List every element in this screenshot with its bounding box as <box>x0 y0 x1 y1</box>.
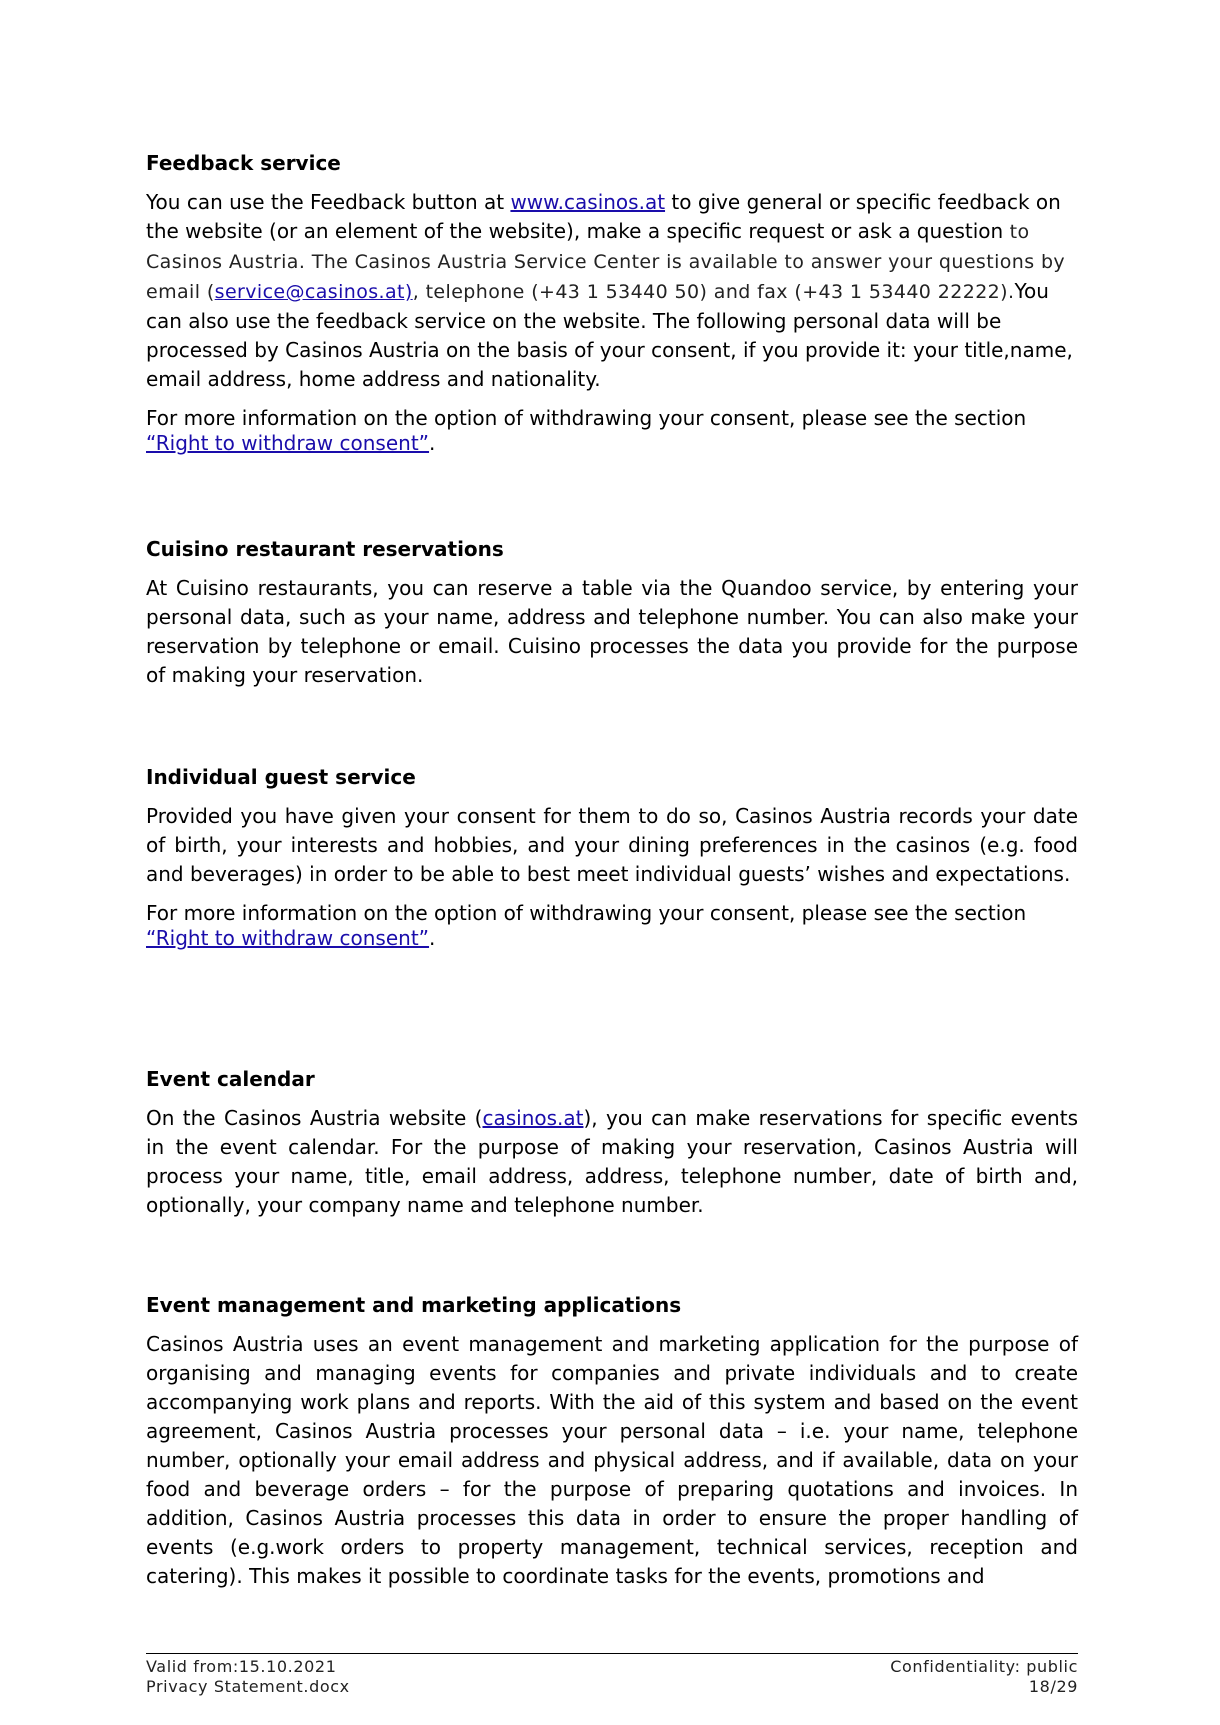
confidentiality: Confidentiality: public <box>890 1657 1078 1676</box>
section-individual-guest-service <box>146 764 1078 963</box>
cuisino-paragraph: At Cuisino restaurants, you can reserve a table via the Quandoo service, by entering your personal data, such as your name, address and telephone number. You can also make your reservation by telephone or email. Cuisino processes the data you provide for the purpose of making your reservation. <box>146 576 1078 687</box>
right-to-withdraw-link[interactable]: “Right to withdraw consent” <box>146 926 430 950</box>
section-heading: Feedback service <box>146 151 341 175</box>
text: . <box>429 431 436 455</box>
text: You can also use the feedback service on the website. The following personal data will be processed by Casinos Austria on the basis of your consent, if you provide it: your title,name, email address, home address and nationality. <box>146 279 1073 391</box>
text: to Casinos Austria. The Casinos Austria Service Center is available to answer your questions by email ( <box>146 221 1066 303</box>
text: ), you can make reservations for specific events in the event calendar. For the purpose of making your reservation, Casinos Austria will process your name, title, email address, address, telephone number, date of birth and, optionally, your company name and telephone number. <box>146 1106 1078 1217</box>
event-calendar-paragraph <box>146 1104 1078 1220</box>
section-heading: Event calendar <box>146 1067 315 1091</box>
section-heading: Cuisino restaurant reservations <box>146 537 504 561</box>
section-feedback-service <box>146 150 1078 468</box>
section-cuisino-reservations <box>146 536 1078 702</box>
event-management-paragraph: Casinos Austria uses an event management and marketing application for the purpose of organising and managing events for companies and private individuals and to create accompanying work plans and reports. With the aid of this system and based on the event agreement, Casinos Austria processes your personal data – i.e. your name, telephone number, optionally your email address and physical address, and if available, data on your food and beverage orders – for the purpose of preparing quotations and invoices. In addition, Casinos Austria processes this data in order to ensure the proper handling of events (e.g.work orders to property management, technical services, reception and catering). This makes it possible to coordinate tasks for the events, promotions and <box>146 1332 1078 1588</box>
service-email-link[interactable]: service@casinos.at) <box>214 281 413 303</box>
casinos-at-link[interactable]: casinos.at <box>482 1106 584 1130</box>
section-heading: Individual guest service <box>146 765 416 789</box>
consent-paragraph <box>146 406 1078 456</box>
section-heading: Event management and marketing applications <box>146 1293 682 1317</box>
footer-row <box>146 1657 1078 1677</box>
text: For more information on the option of withdrawing your consent, please see the section <box>146 406 1027 430</box>
text: , telephone (+43 1 53440 50) and fax (+43 1 53440 22222). <box>412 281 1015 303</box>
section-event-management <box>146 1292 1078 1603</box>
document-filename: Privacy Statement.docx <box>146 1677 350 1696</box>
text: . <box>429 926 436 950</box>
guest-paragraph: Provided you have given your consent for them to do so, Casinos Austria records your date of birth, your interests and hobbies, and your dining preferences in the casinos (e.g. food and beverages) in order to be able to best meet individual guests’ wishes and expectations. <box>146 804 1078 886</box>
text: On the Casinos Austria website ( <box>146 1106 483 1130</box>
text: For more information on the option of withdrawing your consent, please see the section <box>146 901 1027 925</box>
document-page <box>146 0 1078 1725</box>
page-number: 18/29 <box>1028 1677 1078 1696</box>
text: to give general or specific feedback on the website (or an element of the website), make a specific request or ask a question <box>146 190 1061 243</box>
valid-from: Valid from:15.10.2021 <box>146 1657 337 1676</box>
section-event-calendar <box>146 1066 1078 1232</box>
feedback-paragraph <box>146 188 1078 394</box>
footer-row <box>146 1677 1078 1697</box>
text: You can use the Feedback button at <box>146 190 511 214</box>
casinos-website-link[interactable]: www.casinos.at <box>510 190 666 214</box>
right-to-withdraw-link[interactable]: “Right to withdraw consent” <box>146 431 430 455</box>
page-footer <box>146 1653 1078 1697</box>
consent-paragraph <box>146 901 1078 951</box>
